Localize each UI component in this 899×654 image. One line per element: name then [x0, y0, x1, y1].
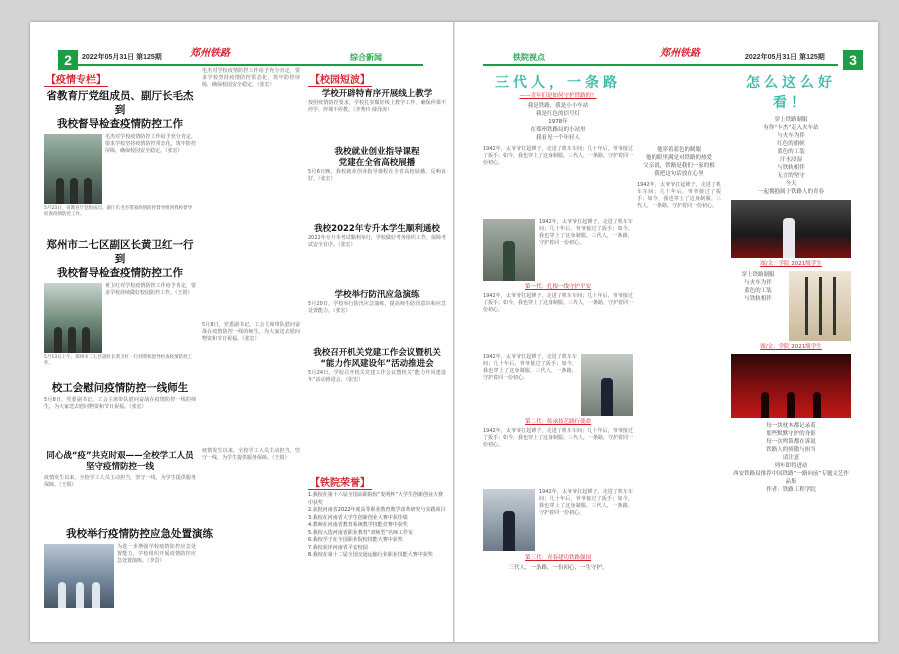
article-text: 5月8日，党委副书记、工会主席带队慰问奋战在疫情防控一线的师生，为大家送去慰问物资和节日祝福。（张宏）	[44, 397, 196, 410]
feature-text: 1942年，太爷爷扛起锤子，走进了机车车间；几十年后，爷爷接过了扳手；如今，我也穿上了这身制服。三代人，一条路，守护着同一份初心。	[539, 489, 633, 516]
highlight-line: 第二代：传承技艺践行使命	[524, 419, 591, 425]
highlight-line: 第一代：扎根一线守护平安	[524, 284, 591, 290]
photo-inspection	[44, 134, 102, 204]
list-item: 5.我校入选河南省职业教育“双师型”名师工作室	[308, 529, 413, 536]
article-text: 疫情发生以来，全校学工人员主动担当，坚守一线，为学生提供服务保障。（王锐）	[202, 448, 300, 461]
poem-line: 每一块枕木都记录着	[766, 423, 816, 429]
header-rule	[483, 64, 838, 66]
list-item: 7.我校获评河南省平安校园	[308, 544, 368, 551]
article-text: 5月24日，学校召开机关党建工作会议暨机关“能力作风建设年”活动推进会。（张宏）	[308, 370, 446, 383]
article-title: 同心战“疫”共克时艰——全校学工人员	[46, 451, 194, 461]
list-item: 2.获批河南省2022年度高等职业教育教学改革研究与实践项目	[308, 507, 446, 513]
feature-three-generations	[483, 72, 723, 638]
page-header	[455, 48, 878, 70]
article-title: 我校召开机关党建工作会议暨机关	[313, 348, 441, 358]
feature-text: 1942年，太爷爷扛起锤子，走进了机车车间；几十年后，爷爷接过了扳手；如今，我也穿上了这身制服。三代人，一条路，守护着同一份初心。	[483, 354, 577, 381]
poem-line: 穿上铁路制服	[774, 117, 808, 123]
poem-line: 与铁轨相伴	[744, 296, 772, 302]
article-text: 2022年专升本考试顺利举行，学校做好考务组织工作，保障考试安全有序。（张宏）	[308, 235, 446, 248]
column-epidemic	[44, 68, 213, 638]
article-title: 坚守疫情防控一线	[85, 462, 154, 472]
poem-line: 每一次鸣笛都在诉说	[766, 439, 816, 445]
column-campus	[308, 68, 446, 638]
article-title: 学校举行防汛应急演练	[334, 290, 420, 300]
tag-honor: 【铁院荣誉】	[308, 474, 372, 490]
photo-drill	[44, 544, 114, 608]
photo-stage	[731, 354, 851, 418]
poem-line: 与铁轨相伴	[777, 165, 805, 171]
photo-district-visit	[44, 283, 102, 353]
article-title: 我校就业创业指导课程	[334, 147, 420, 157]
feature-text: 1942年，太爷爷扛起锤子，走进了机车车间；几十年后，爷爷接过了扳手；如今，我也穿上了这身制服。三代人，一条路，守护着同一份初心。	[637, 182, 721, 209]
article-title: 学校开辟特育序开展线上教学	[321, 89, 433, 99]
article-title: 省教育厅党组成员、副厅长毛杰到	[46, 90, 194, 116]
article-text: 黄卫红对学校疫情防控工作给予肯定，要求学校持续做好校园防控工作。（王锐）	[105, 283, 196, 296]
feature-title: 怎么这么好看！	[746, 75, 836, 111]
feature-text: 1942年，太爷爷扛起锤子，走进了机车车间；几十年后，爷爷接过了扳手；如今，我也穿上了这身制服。三代人，一条路，守护着同一份初心。	[483, 293, 634, 313]
page-3	[455, 22, 878, 642]
header-rule	[78, 64, 423, 66]
list-item: 8.我校在第十二届全国交通运输行业职业技能大赛中获奖	[308, 552, 433, 558]
poem-line: 我看见一个年轻人	[535, 135, 580, 141]
footer-note: 作者：铁路工程学院	[766, 487, 816, 493]
article-text: 按照疫情防控要求，学校扎实做好线上教学工作，确保停课不停学、停课不停教。（李秀玲 薛泽涛）	[308, 100, 446, 113]
photo-calligraphy	[789, 271, 851, 341]
poem-line: 在郑州铁路局的小站里	[530, 127, 586, 133]
list-item: 3.我校在河南省大学生创新创业大赛中获佳绩	[308, 514, 408, 521]
article-title: 郑州市二七区副区长黄卫红一行到	[46, 239, 194, 265]
honor-list	[308, 492, 446, 560]
footer-note: 西安铁路局推荐中国铁路“一路向前”专题文艺作品集	[733, 471, 849, 485]
photo-locomotive	[731, 200, 851, 258]
poem-line: 那些默默守护的身影	[766, 431, 816, 437]
poem-line: 1978年	[548, 119, 568, 125]
feature-text: 1942年，太爷爷扛起锤子，走进了机车车间；几十年后，爷爷接过了扳手；如今，我也穿上了这身制服。三代人，一条路，守护着同一份初心。	[539, 219, 633, 246]
list-item: 4.教师在河南省教育系统教学技能竞赛中获奖	[308, 522, 408, 528]
article-text: 5月20日，学校举行防汛应急演练，提高师生防汛意识和应急处置能力。（张宏）	[308, 301, 446, 314]
page-number: 3	[843, 50, 863, 70]
poem-line: 他的眼里满是对铁路的热爱	[645, 155, 712, 161]
poem-line: 父亲说，铁路是我们一家的根	[643, 163, 715, 169]
feature-title: 三代人，一条路	[495, 75, 621, 91]
photo-student	[483, 489, 535, 551]
article-title: 我校督导检查疫情防控工作	[57, 118, 183, 130]
issue-date: 2022年05月31日 第125期	[82, 54, 162, 61]
feature-text: 1942年，太爷爷扛起锤子，走进了机车车间；几十年后，爷爷接过了扳手；如今，我也穿上了这身制服。三代人，一条路，守护着同一份初心。	[483, 146, 634, 166]
page-number: 2	[58, 50, 78, 70]
poem-line: 今天	[785, 181, 797, 187]
newspaper-logo: 郑州铁路	[660, 48, 700, 59]
list-item: 6.我校学子在全国职业院校技能大赛中获奖	[308, 537, 403, 543]
photo-portrait	[581, 354, 633, 416]
poem-line: 与火车为伴	[777, 133, 805, 139]
tag-epidemic: 【疫情专栏】	[44, 71, 108, 87]
photo-caption: 5月13日上午，郑州市二七区副区长黄卫红一行到我校督导检查疫情防控工作。	[44, 355, 193, 366]
tag-campus: 【校园短波】	[308, 71, 372, 87]
photo-caption: 图/文：学院 2021级学生	[760, 344, 822, 350]
article-text: 疫情发生以来，全校学工人员主动担当，坚守一线，为学生提供服务保障。（王锐）	[44, 475, 196, 488]
column-middle	[202, 68, 300, 638]
article-title: 我校2022年专升本学生顺利通校	[314, 224, 440, 234]
poem-line: 汗水浸湿	[779, 157, 802, 163]
poem-line: 一起拥抱属于铁路人的青春	[757, 189, 824, 195]
poem-line: 红色的旗帜	[777, 141, 805, 147]
poem-line: 列车即将进站	[774, 463, 808, 469]
feature-text: 1942年，太爷爷扛起锤子，走进了机车车间；几十年后，爷爷接过了扳手；如今，我也穿上了这身制服。三代人，一条路，守护着同一份初心。	[483, 428, 634, 448]
article-text: 毛杰对学校疫情防控工作给予充分肯定，要求学校坚持疫情防控常态化，筑牢防控屏障，确保校园安全稳定。（张宏）	[105, 134, 196, 154]
photo-caption: 图/文：学院 2021级学生	[760, 261, 822, 267]
feature-subtitle: ——青年们是如何守护铁路的？	[519, 93, 597, 99]
poem-line: 有你“卡杰”走入火车站	[763, 125, 819, 131]
section-title: 综合新闻	[350, 53, 382, 62]
newspaper-spread	[30, 22, 878, 642]
article-title: 我校举行疫情防控应急处置演练	[66, 528, 213, 540]
poem-line: 铁路人的骄傲与担当	[766, 447, 816, 453]
poem-line: 他穿着蓝色的制服	[656, 147, 701, 153]
article-text: 5月6日晚，我校就业创业指导课程在全省高校展播，反响良好。（张宏）	[308, 169, 446, 182]
poem-line: 请注意	[782, 455, 800, 461]
poem-line: 蓝色的工装	[777, 149, 805, 155]
photo-worker	[483, 219, 535, 281]
article-title: 校工会慰问疫情防控一线师生	[51, 382, 189, 394]
highlight-line: 第三代：青春建功铁路强国	[524, 555, 591, 561]
poem-line: 与火车为伴	[744, 280, 772, 286]
issue-date: 2022年05月31日 第125期	[745, 54, 825, 61]
article-text: 毛杰对学校疫情防控工作给予充分肯定，要求学校坚持疫情防控常态化，筑牢防控屏障，确保校园安全稳定。（张宏）	[202, 68, 300, 88]
photo-caption: 5月23日，省教育厅党组成员、副厅长毛杰带领疫情防控督导组到我校督导检查疫情防控工作。	[44, 206, 193, 217]
newspaper-logo: 郑州铁路	[190, 48, 230, 59]
page-header	[30, 48, 453, 70]
section-title: 铁院视点	[513, 53, 545, 62]
poem-line: 穿上铁路制服	[741, 272, 775, 278]
page-2	[30, 22, 453, 642]
article-title: 我校督导检查疫情防控工作	[57, 267, 183, 279]
list-item: 1.我校在第十六届全国高职院校“发明杯”大学生创新创业大赛中获奖	[308, 492, 443, 506]
feature-so-beautiful	[731, 72, 851, 638]
article-text: 5月8日，党委副书记、工会主席带队慰问奋战在疫情防控一线的师生，为大家送去慰问物资和节日祝福。（张宏）	[202, 322, 300, 342]
poem-line: 我是红色的信号灯	[535, 111, 580, 117]
poem-line: 蓝色的工装	[744, 288, 772, 294]
poem-line: 我把这句话放在心里	[654, 171, 704, 177]
article-text: 为进一步增强学校疫情防控应急处置能力，学校组织开展疫情防控应急处置演练。（李景）	[117, 544, 196, 564]
article-title: “能力作风建设年”活动推进会	[320, 359, 434, 369]
article-title: 党建在全省高校展播	[338, 158, 416, 168]
poem-line: 我是铁路，我是小小车站	[527, 103, 589, 109]
poem-line: 无言的坚守	[777, 173, 805, 179]
poem-line: 三代人，一条路，一份初心，一生守护。	[508, 565, 608, 571]
